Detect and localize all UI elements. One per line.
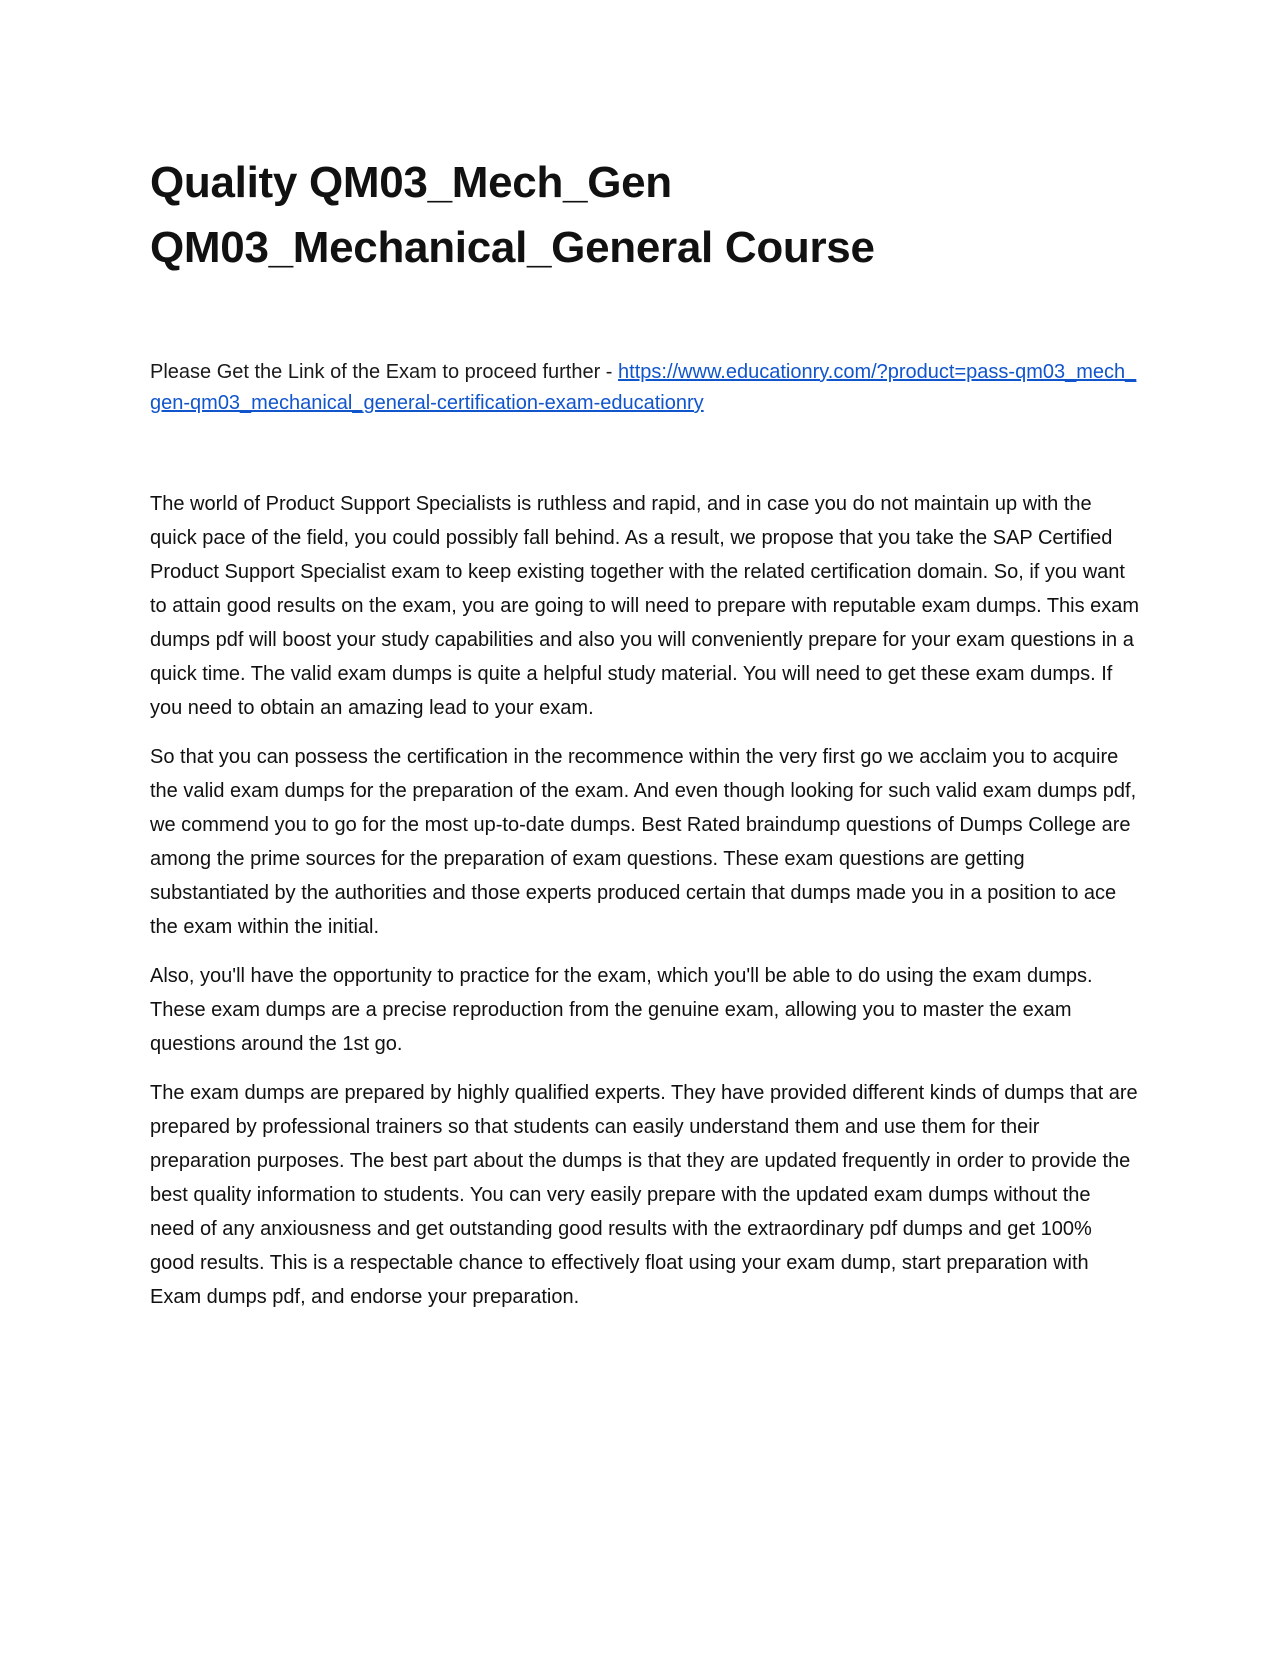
paragraph-1: The world of Product Support Specialists is ruthless and rapid, and in case you do not maintain up with the quick pace of the field, you could possibly fall behind. As a result, we propose that you take the SAP Certified Product Support Specialist exam to keep existing together with the related certification domain. So, if you want to attain good results on the exam, you are going to will need to prepare with reputable exam dumps. This exam dumps pdf will boost your study capabilities and also you will conveniently prepare for your exam questions in a quick time. The valid exam dumps is quite a helpful study material. You will need to get these exam dumps. If you need to obtain an amazing lead to your exam. xyxy=(150,493,1140,719)
paragraph-2: So that you can possess the certification in the recommence within the very first go we acclaim you to acquire the valid exam dumps for the preparation of the exam. And even though looking for such valid exam dumps pdf, we commend you to go for the most up-to-date dumps. Best Rated braindump questions of Dumps College are among the prime sources for the preparation of exam questions. These exam questions are getting substantiated by the authorities and those experts produced certain that dumps made you in a position to ace the exam within the initial. xyxy=(150,746,1137,938)
paragraph-4: The exam dumps are prepared by highly qualified experts. They have provided different kinds of dumps that are prepared by professional trainers so that students can easily understand them and use them for their preparation purposes. The best part about the dumps is that they are updated frequently in order to provide the best quality information to students. You can very easily prepare with the updated exam dumps without the need of any anxiousness and get outstanding good results with the extraordinary pdf dumps and get 100% good results. This is a respectable chance to effectively float using your exam dump, start preparation with Exam dumps pdf, and endorse your preparation. xyxy=(150,1082,1138,1308)
exam-link[interactable]: https://www.educationry.com/?product=pass-qm03_mech_gen-qm03_mechanical_general-certification-exam-educationry xyxy=(150,361,1137,414)
title-line-2: QM03_Mechanical_General Course xyxy=(150,223,875,272)
intro-paragraph xyxy=(150,357,1140,419)
body-text xyxy=(150,487,1140,1314)
title-line-1: Quality QM03_Mech_Gen xyxy=(150,158,672,207)
intro-text: Please Get the Link of the Exam to proceed further - xyxy=(150,361,619,383)
page-title xyxy=(150,150,1140,280)
paragraph-3: Also, you'll have the opportunity to practice for the exam, which you'll be able to do using the exam dumps. These exam dumps are a precise reproduction from the genuine exam, allowing you to master the exam questions around the 1st go. xyxy=(150,965,1093,1055)
document-page xyxy=(150,150,1140,1329)
